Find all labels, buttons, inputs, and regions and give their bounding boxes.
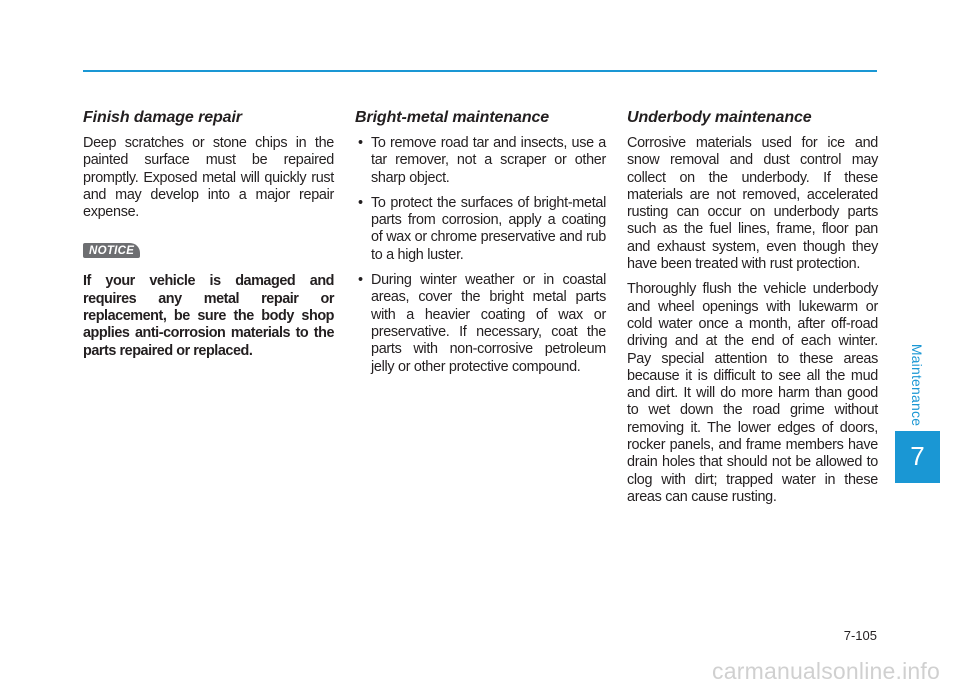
page-number: 7-105 [843, 628, 877, 643]
list-item [355, 195, 606, 264]
list-item [355, 135, 606, 187]
list-item [355, 272, 606, 376]
bullet-icon: • [358, 194, 363, 211]
column-bright-metal [355, 109, 606, 384]
underbody-paragraph-2: Thoroughly flush the vehicle underbody and wheel openings with lukewarm or cold water once a month, after off-road driving and at the end of each winter. Pay special attention to these areas because it is difficult to see all the mud and dirt. It will do more harm than good to wet down the road grime without removing it. The lower edges of doors, rocker panels, and frame members have drain holes that should not be allowed to clog with dirt; trapped water in these areas can cause rusting. [627, 281, 878, 505]
list-item-text: To remove road tar and insects, use a tar remover, not a scraper or other sharp object. [371, 135, 606, 186]
list-item-text: To protect the surfaces of bright-metal parts from corrosion, apply a coating of wax or chrome preservative and rub to a high luster. [371, 194, 606, 263]
column-finish-damage [83, 109, 334, 368]
notice-text: If your vehicle is damaged and requires any metal repair or replacement, be sure the body shop applies anti-corrosion materials to the parts repaired or replaced. [83, 273, 334, 359]
top-rule [83, 70, 877, 72]
bullet-icon: • [358, 135, 363, 151]
notice-badge: NOTICE [83, 243, 140, 258]
finish-body: Deep scratches or stone chips in the painted surface must be repaired promptly. Exposed metal will quickly rust and may develop into a major repair expense. [83, 135, 334, 221]
list-item-text: During winter weather or in coastal areas, cover the bright metal parts with a heavier coating of wax or preservative. If necessary, coat the parts with non-corrosive petroleum jelly or other protective compound. [371, 272, 606, 375]
chapter-side-label: Maintenance [909, 343, 925, 427]
heading-underbody: Underbody maintenance [627, 109, 812, 126]
underbody-paragraph-1: Corrosive materials used for ice and snow removal and dust control may collect on the underbody. If these materials are not removed, accelerated rusting can occur on underbody parts such as the fuel lines, frame, floor pan and exhaust system, even though they have been treated with rust protection. [627, 135, 878, 273]
heading-bright-metal: Bright-metal maintenance [355, 109, 550, 126]
heading-finish-damage: Finish damage repair [83, 109, 242, 126]
bullet-icon: • [358, 272, 363, 289]
bright-metal-list [355, 135, 606, 376]
chapter-tab [895, 431, 940, 483]
watermark: carmanualsonline.info [712, 658, 940, 684]
chapter-number: 7 [910, 441, 925, 471]
column-underbody [627, 109, 878, 514]
